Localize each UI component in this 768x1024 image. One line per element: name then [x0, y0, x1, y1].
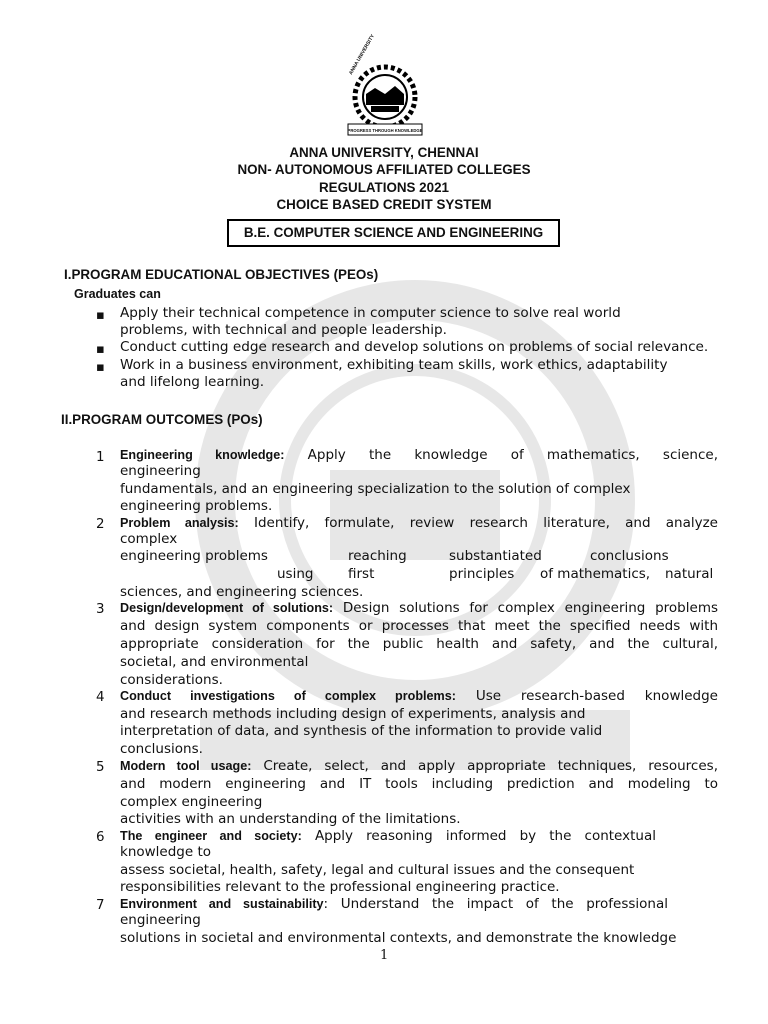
bullet-icon: ▪ [96, 308, 105, 323]
bullet-icon: ▪ [96, 360, 105, 375]
po-number: 7 [96, 898, 105, 913]
po-item-line: knowledge to [120, 844, 212, 860]
po-number: 3 [96, 602, 105, 617]
header-cbcs: CHOICE BASED CREDIT SYSTEM [276, 197, 492, 212]
po-item-line: and modern engineering and IT tools including prediction and modeling to [120, 776, 718, 792]
bullet-icon: ▪ [96, 342, 105, 357]
logo-motto: PROGRESS THROUGH KNOWLEDGE [347, 128, 423, 133]
po-item-word: of mathematics, [540, 566, 651, 582]
po-item-line: engineering [120, 912, 201, 928]
po-item-word: conclusions [590, 548, 669, 564]
po-item-word: engineering problems [120, 548, 268, 564]
po-number: 2 [96, 517, 105, 532]
po-item-line: engineering problems. [120, 498, 273, 514]
po-item-line: considerations. [120, 672, 223, 688]
logo-ring-text: ANNA UNIVERSITY [348, 33, 377, 76]
po-item-first-line: Engineering knowledge: Apply the knowledge of mathematics, science, [120, 447, 718, 463]
po-item-word: using [277, 566, 314, 582]
po-number: 5 [96, 760, 105, 775]
peo-item: Conduct cutting edge research and develop solutions on problems of social relevance. [120, 339, 709, 355]
header-university: ANNA UNIVERSITY, CHENNAI [289, 145, 479, 160]
po-item-line: interpretation of data, and synthesis of the information to provide valid [120, 723, 603, 739]
peo-section-title: I.PROGRAM EDUCATIONAL OBJECTIVES (PEOs) [64, 267, 379, 282]
po-item-line: conclusions. [120, 741, 203, 757]
po-item-line: and research methods including design of experiments, analysis and [120, 706, 586, 722]
po-item-line: appropriate consideration for the public health and safety, and the cultural, [120, 636, 718, 652]
po-item-first-line: The engineer and society: Apply reasoning informed by the contextual [120, 828, 656, 844]
po-item-first-line: Environment and sustainability: Understand the impact of the professional [120, 896, 668, 912]
po-item-line: complex [120, 531, 178, 547]
po-item-line: sciences, and engineering sciences. [120, 584, 364, 600]
po-number: 4 [96, 690, 105, 705]
po-item-line: complex engineering [120, 794, 263, 810]
po-item-line: assess societal, health, safety, legal and cultural issues and the consequent [120, 862, 635, 878]
po-item-word: principles [449, 566, 515, 582]
po-item-line: activities with an understanding of the limitations. [120, 811, 461, 827]
po-item-first-line: Conduct investigations of complex problems: Use research-based knowledge [120, 688, 718, 704]
po-item-line: solutions in societal and environmental contexts, and demonstrate the knowledge [120, 930, 677, 946]
po-item-word: first [348, 566, 375, 582]
peo-intro: Graduates can [74, 287, 161, 301]
programme-box: B.E. COMPUTER SCIENCE AND ENGINEERING [227, 219, 560, 247]
po-item-word: substantiated [449, 548, 542, 564]
po-item-line: and design system components or processes that meet the specified needs with [120, 618, 718, 634]
po-item-line: responsibilities relevant to the professional engineering practice. [120, 879, 560, 895]
po-number: 6 [96, 830, 105, 845]
po-item-line: societal, and environmental [120, 654, 309, 670]
po-item-line: engineering [120, 463, 201, 479]
po-number: 1 [96, 450, 105, 465]
po-item-word: reaching [348, 548, 407, 564]
po-item-word: natural [665, 566, 714, 582]
po-item-first-line: Design/development of solutions: Design solutions for complex engineering problems [120, 600, 718, 616]
page-number: 1 [380, 948, 389, 963]
po-section-title: II.PROGRAM OUTCOMES (POs) [61, 412, 263, 427]
peo-item: Apply their technical competence in computer science to solve real world problems, with technical and people leadership. [120, 305, 621, 338]
header-colleges: NON- AUTONOMOUS AFFILIATED COLLEGES [237, 162, 531, 177]
po-item-first-line: Problem analysis: Identify, formulate, review research literature, and analyze [120, 515, 718, 531]
peo-item: Work in a business environment, exhibiting team skills, work ethics, adaptability and lifelong learning. [120, 357, 668, 390]
po-item-line: fundamentals, and an engineering specialization to the solution of complex [120, 481, 631, 497]
header-regulations: REGULATIONS 2021 [319, 180, 449, 195]
po-item-first-line: Modern tool usage: Create, select, and apply appropriate techniques, resources, [120, 758, 718, 774]
